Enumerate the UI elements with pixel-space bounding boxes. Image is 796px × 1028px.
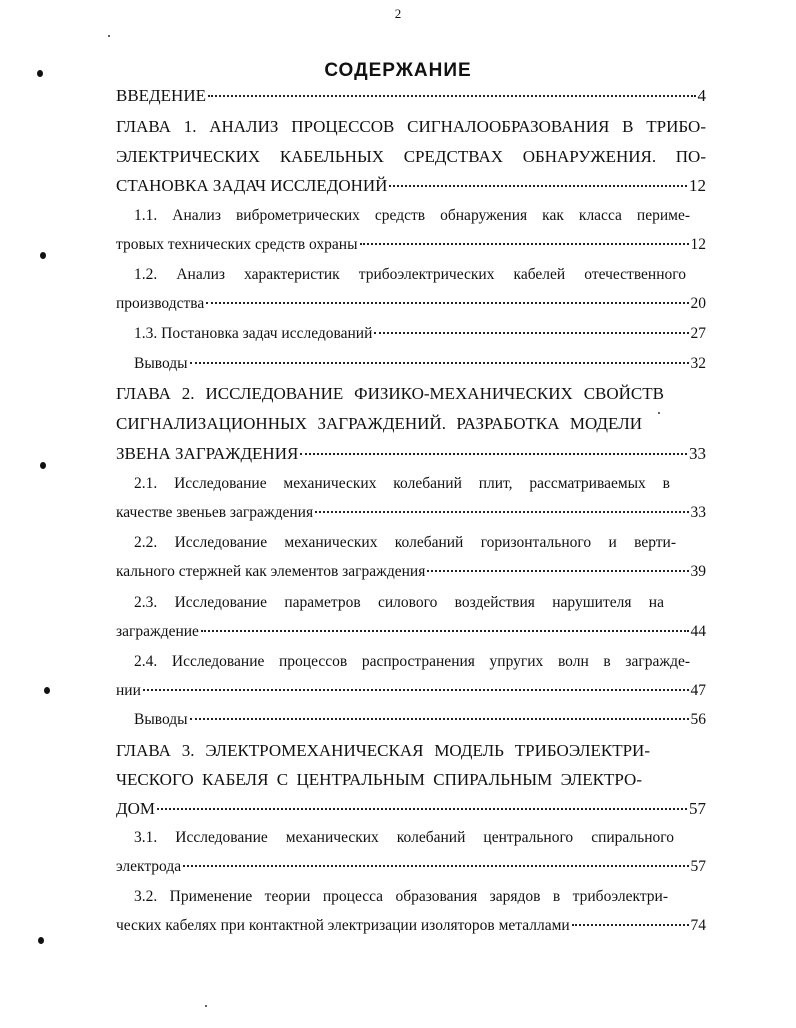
scan-mark (40, 252, 46, 259)
dot-leader (206, 301, 688, 304)
toc-page: 56 (690, 711, 706, 728)
scan-speck (108, 35, 110, 37)
toc-section-1-1[interactable]: 1.1. Анализ виброметрических средств обнаружения как класса периме- (134, 207, 690, 224)
toc-section-2-1[interactable]: 2.1. Исследование механических колебаний плит, рассматриваемых в (134, 475, 670, 492)
toc-page: 20 (690, 295, 706, 312)
toc-chapter-3-line[interactable]: ДОМ 57 (116, 799, 706, 818)
toc-chapter-3-line[interactable]: ЧЕСКОГО КАБЕЛЯ С ЦЕНТРАЛЬНЫМ СПИРАЛЬНЫМ ЭЛЕКТРО- (116, 770, 642, 789)
page-number: 2 (394, 6, 402, 21)
dot-leader (374, 331, 688, 334)
toc-section-1-1[interactable]: тровых технических средств охраны 12 (116, 236, 706, 253)
toc-section-2-2[interactable]: 2.2. Исследование механических колебаний горизонтального и верти- (134, 534, 676, 551)
toc-conclusions-2[interactable]: Выводы 56 (134, 711, 706, 728)
dot-leader (315, 510, 688, 513)
toc-section-2-4[interactable]: 2.4. Исследование процессов распространения упругих волн в загражде- (134, 653, 690, 670)
toc-chapter-1-line[interactable]: ГЛАВА 1. АНАЛИЗ ПРОЦЕССОВ СИГНАЛООБРАЗОВАНИЯ В ТРИБО- (116, 117, 706, 136)
scan-mark (37, 70, 43, 77)
toc-section-2-3[interactable]: заграждение 44 (116, 623, 706, 640)
scan-mark (44, 687, 50, 694)
toc-chapter-1-line[interactable]: СТАНОВКА ЗАДАЧ ИССЛЕДОНИЙ 12 (116, 176, 706, 195)
toc-chapter-2-line[interactable]: СИГНАЛИЗАЦИОННЫХ ЗАГРАЖДЕНИЙ. РАЗРАБОТКА МОДЕЛИ (116, 414, 642, 433)
scan-speck (205, 1005, 207, 1007)
dot-leader (300, 452, 687, 455)
toc-page: 57 (690, 858, 706, 875)
toc-section-2-1[interactable]: качестве звеньев заграждения 33 (116, 504, 706, 521)
dot-leader (360, 242, 689, 245)
dot-leader (143, 688, 689, 691)
toc-page: 12 (689, 176, 706, 195)
dot-leader (157, 807, 687, 810)
scan-mark (40, 462, 46, 469)
toc-section-3-2[interactable]: ческих кабелях при контактной электризации изоляторов металлами 74 (116, 917, 706, 934)
scan-mark (38, 937, 44, 944)
toc-section-1-2[interactable]: производства 20 (116, 295, 706, 312)
toc-section-2-3[interactable]: 2.3. Исследование параметров силового воздействия нарушителя на (134, 594, 664, 611)
dot-leader (183, 864, 688, 867)
toc-section-1-2[interactable]: 1.2. Анализ характеристик трибоэлектрических кабелей отечественного (134, 266, 686, 283)
toc-page: 4 (697, 86, 706, 105)
toc-page: 39 (690, 563, 706, 580)
toc-page: 12 (690, 236, 706, 253)
toc-chapter-2-line[interactable]: ЗВЕНА ЗАГРАЖДЕНИЯ 33 (116, 444, 706, 463)
toc-page: 32 (690, 355, 706, 372)
toc-entry-intro[interactable]: ВВЕДЕНИЕ 4 (116, 86, 706, 105)
dot-leader (201, 629, 689, 632)
toc-section-3-2[interactable]: 3.2. Применение теории процесса образования зарядов в трибоэлектри- (134, 888, 668, 905)
toc-section-3-1[interactable]: электрода 57 (116, 858, 706, 875)
toc-page: 33 (690, 504, 706, 521)
toc-section-1-3[interactable]: 1.3. Постановка задач исследований 27 (134, 325, 706, 342)
dot-leader (190, 361, 689, 364)
toc-section-2-2[interactable]: кального стержней как элементов заграждения 39 (116, 563, 706, 580)
toc-page: 33 (689, 444, 706, 463)
dot-leader (190, 717, 689, 720)
toc-section-3-1[interactable]: 3.1. Исследование механических колебаний центрального спирального (134, 829, 674, 846)
toc-page: 57 (689, 799, 706, 818)
toc-page: 44 (690, 623, 706, 640)
toc-page: 74 (690, 917, 706, 934)
toc-chapter-2-line[interactable]: ГЛАВА 2. ИССЛЕДОВАНИЕ ФИЗИКО-МЕХАНИЧЕСКИХ СВОЙСТВ (116, 384, 664, 403)
dot-leader (427, 569, 688, 572)
toc-section-2-4[interactable]: нии 47 (116, 682, 706, 699)
toc-chapter-1-line[interactable]: ЭЛЕКТРИЧЕСКИХ КАБЕЛЬНЫХ СРЕДСТВАХ ОБНАРУЖЕНИЯ. ПО- (116, 147, 706, 166)
toc-chapter-3-line[interactable]: ГЛАВА 3. ЭЛЕКТРОМЕХАНИЧЕСКАЯ МОДЕЛЬ ТРИБОЭЛЕКТРИ- (116, 741, 650, 760)
toc-page: 27 (690, 325, 706, 342)
dot-leader (572, 923, 689, 926)
dot-leader (208, 94, 696, 97)
page-title: СОДЕРЖАНИЕ (324, 60, 472, 81)
toc-conclusions-1[interactable]: Выводы 32 (134, 355, 706, 372)
toc-page: 47 (690, 682, 706, 699)
dot-leader (389, 184, 687, 187)
